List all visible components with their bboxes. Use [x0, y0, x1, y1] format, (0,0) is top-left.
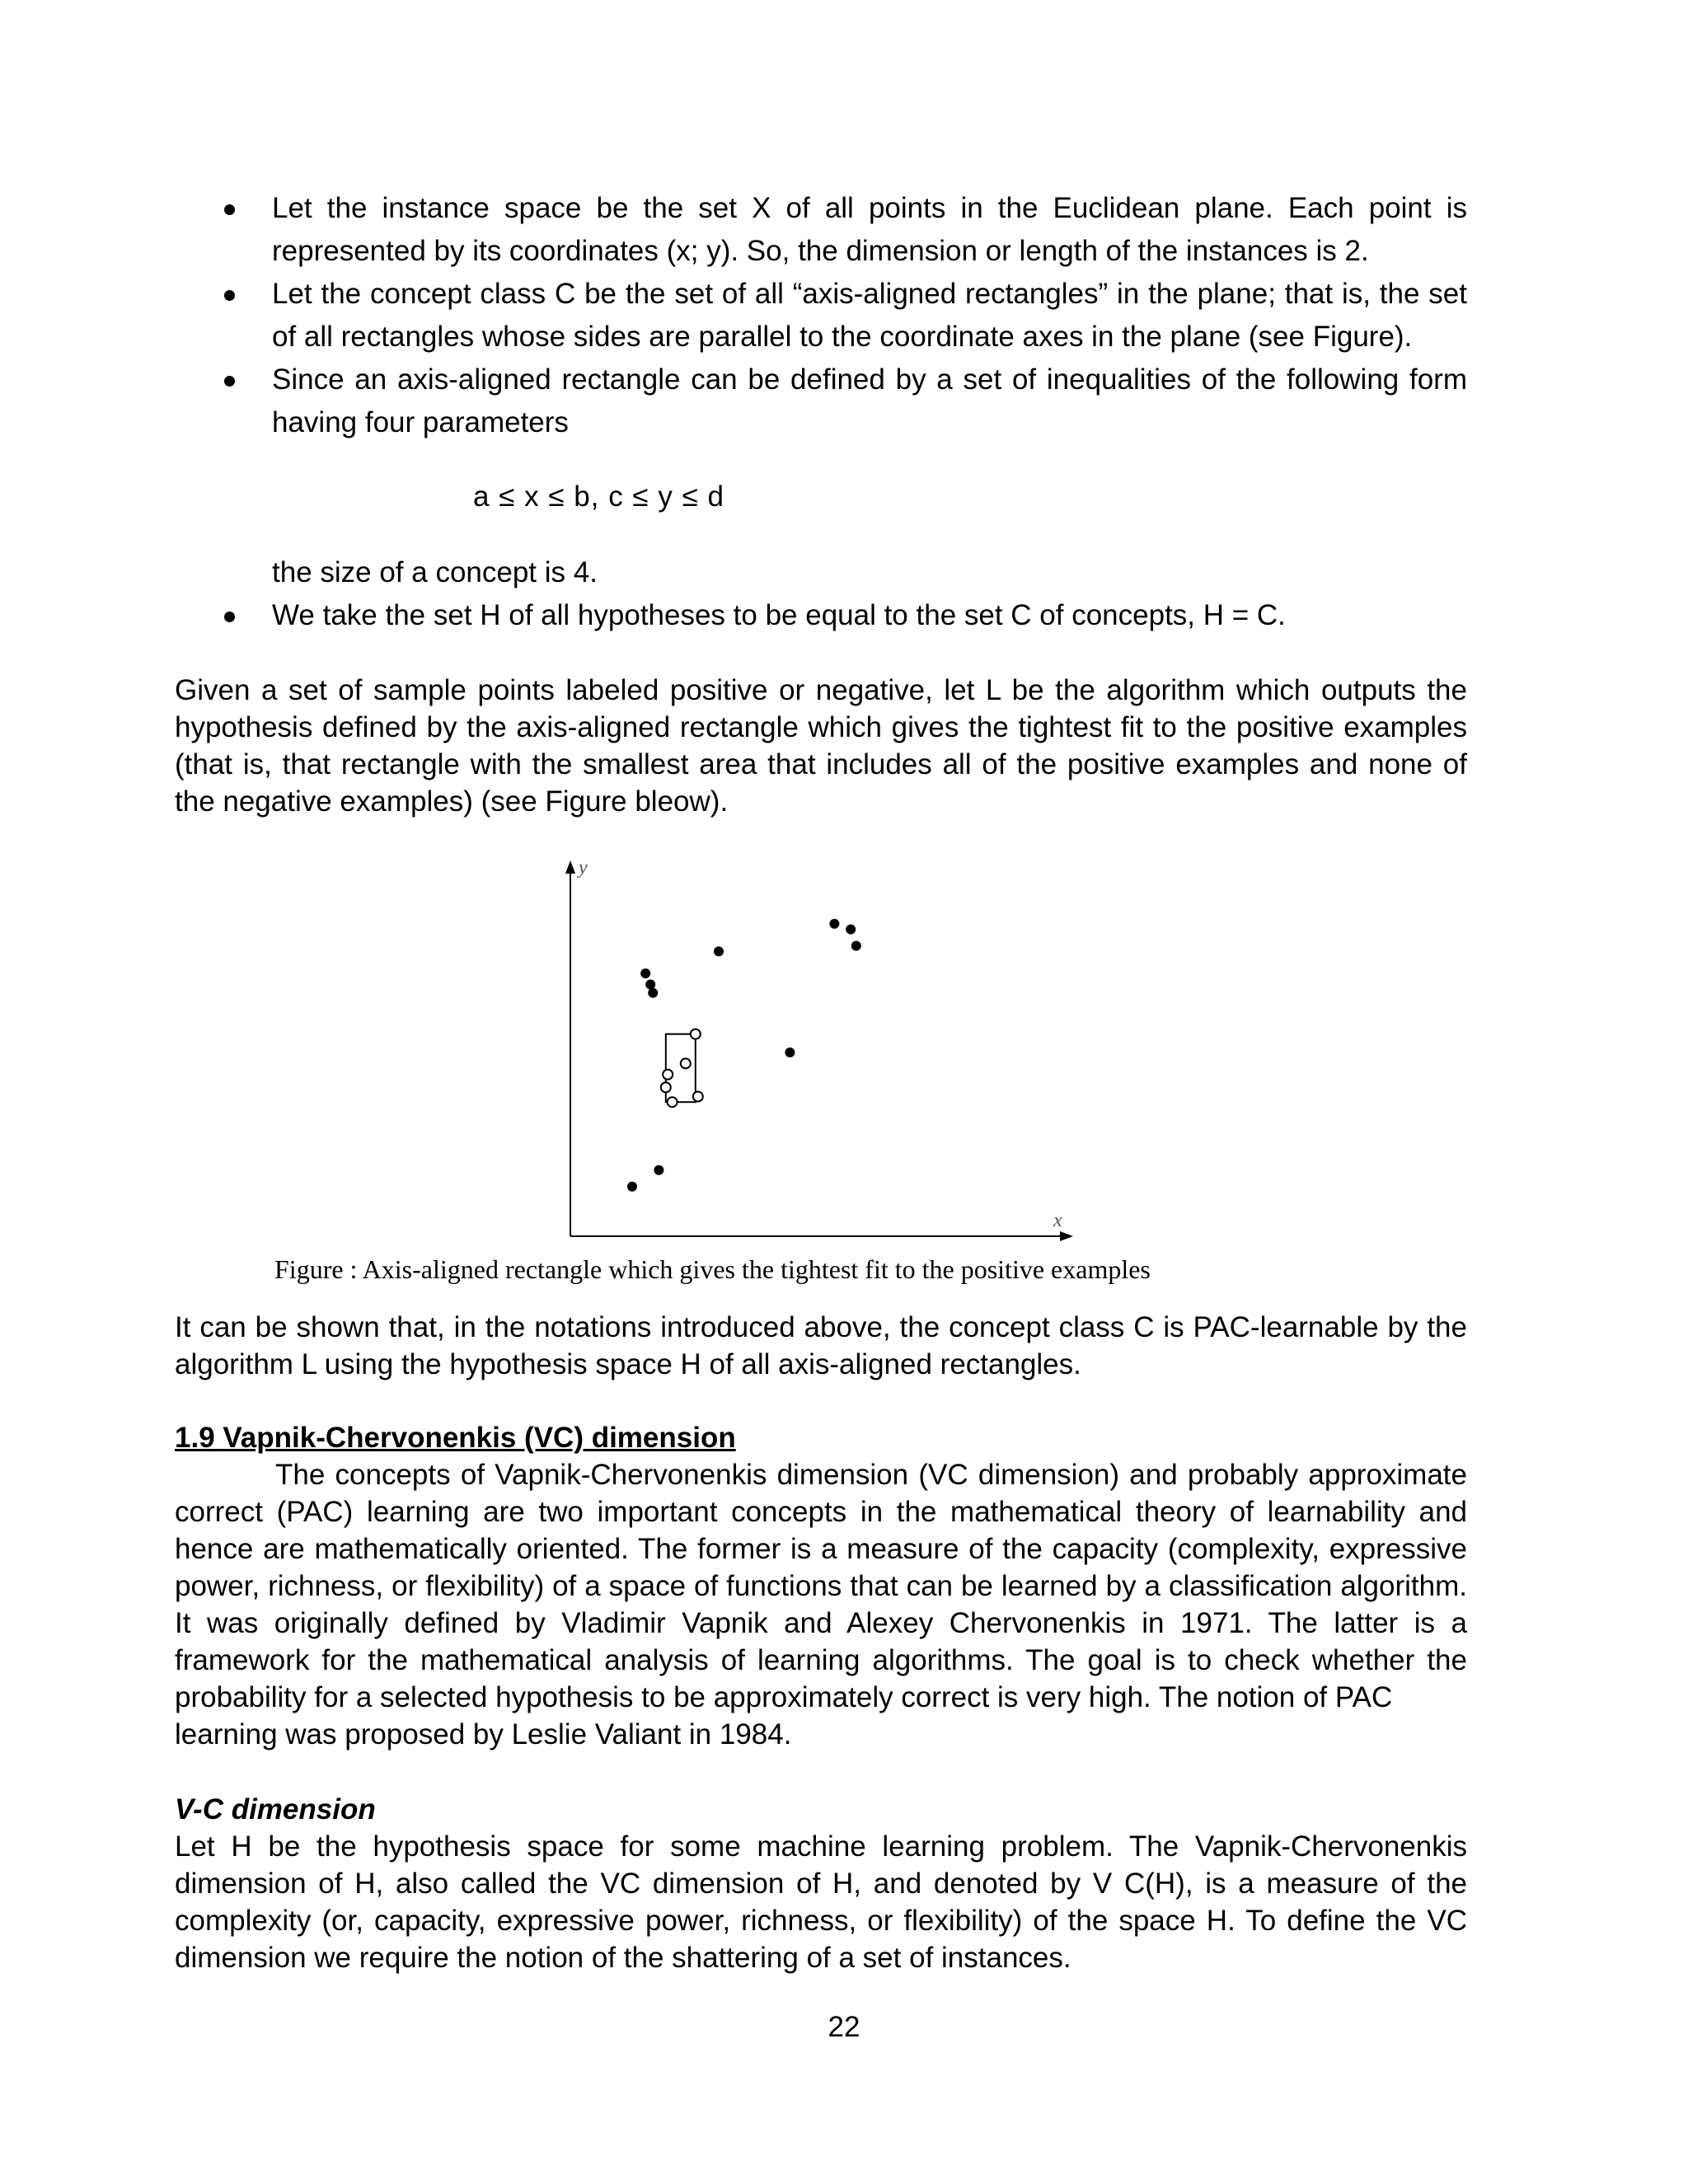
bullet-rectangle-definition: Since an axis-aligned rectangle can be defined by a set of inequalities of the following form having four parameters [175, 359, 1467, 444]
paragraph-algorithm: Given a set of sample points labeled positive or negative, let L be the algorithm which outputs the hypothesis defined by the axis-aligned rectangle which gives the tightest fit to the positive examples (that is, that rectangle with the smallest area that includes all of the positive examples and none of the negative examples) (see Figure bleow). [175, 674, 1467, 818]
y-axis-label: y [579, 857, 588, 879]
section-heading-block [175, 1419, 1467, 1456]
bullet-concept-class: Let the concept class C be the set of all “axis-aligned rectangles” in the plane; that is, the set of all rectangles whose sides are parallel to the coordinate axes in the plane (see Figure). [175, 273, 1467, 359]
positive-point-0 [691, 1029, 701, 1039]
positive-point-4 [681, 1058, 691, 1068]
negative-point-4 [648, 988, 658, 998]
positive-point-1 [663, 1070, 673, 1080]
paragraph-vc-definition: Let H be the hypothesis space for some machine learning problem. The Vapnik-Chervonenkis dimension of H, also called the VC dimension of H, and denoted by V C(H), is a measure of the complexity (or, capacity, expressive power, richness, or flexibility) of the space H. To define the VC dimension we require the notion of the shattering of a set of instances. [175, 1830, 1467, 1974]
axes [565, 857, 1073, 1241]
paragraph-vc-intro-last-line: learning was proposed by Leslie Valiant in 1984. [175, 1718, 792, 1750]
positive-point-5 [693, 1092, 703, 1102]
bullet-hypothesis-set: We take the set H of all hypotheses to be equal to the set C of concepts, H = C. [175, 594, 1467, 637]
data-points [627, 919, 861, 1192]
negative-point-9 [846, 925, 856, 935]
paragraph-vc-intro: The concepts of Vapnik-Chervonenkis dimension (VC dimension) and probably approximate correct (PAC) learning are two important concepts in the mathematical theory of learnability and hence are mathematically oriented. The former is a measure of the capacity (complexity, expressive power, richness, or flexibility) of a space of functions that can be learned by a classification algorithm. It was originally defined by Vladimir Vapnik and Alexey Chervonenkis in 1971. The latter is a framework for the mathematical analysis of learning algorithms. The goal is to check whether the probability for a selected hypothesis to be approximately correct is very high. The notion of PAC [175, 1459, 1467, 1713]
negative-point-1 [654, 1165, 663, 1175]
tightest-fit-rectangle [666, 1034, 696, 1103]
scatter-figure [560, 857, 1104, 1244]
inequality-formula: a ≤ x ≤ b, c ≤ y ≤ d [473, 480, 724, 513]
positive-point-2 [668, 1097, 678, 1107]
negative-point-8 [851, 941, 861, 951]
negative-point-7 [829, 919, 839, 929]
negative-point-2 [640, 968, 650, 978]
negative-point-6 [785, 1047, 795, 1057]
page-number: 22 [828, 2011, 860, 2043]
paragraph-pac-learnable: It can be shown that, in the notations introduced above, the concept class C is PAC-learnable by the algorithm L using the hypothesis space H of all axis-aligned rectangles. [175, 1311, 1467, 1380]
negative-point-3 [645, 979, 655, 989]
vc-intro-block [175, 1456, 1467, 1753]
subheading-vc-dimension: V-C dimension [175, 1793, 376, 1825]
bullet-list [175, 187, 1467, 637]
figure-caption: Figure : Axis-aligned rectangle which gives the tightest fit to the positive examples [274, 1254, 1151, 1284]
positive-point-3 [661, 1082, 671, 1092]
x-axis-arrow [1060, 1231, 1073, 1241]
subheading-block [175, 1791, 1467, 1828]
negative-point-0 [627, 1182, 637, 1192]
section-heading: 1.9 Vapnik-Chervonenkis (VC) dimension [175, 1422, 736, 1454]
bullet-instance-space: Let the instance space be the set X of all points in the Euclidean plane. Each point is represented by its coordinates (x; y). So, the dimension or length of the instances is 2. [175, 187, 1467, 273]
y-axis-arrow [565, 860, 575, 874]
concept-size-text: the size of a concept is 4. [272, 556, 598, 588]
negative-point-5 [714, 946, 724, 956]
x-axis-label: x [1053, 1210, 1062, 1231]
